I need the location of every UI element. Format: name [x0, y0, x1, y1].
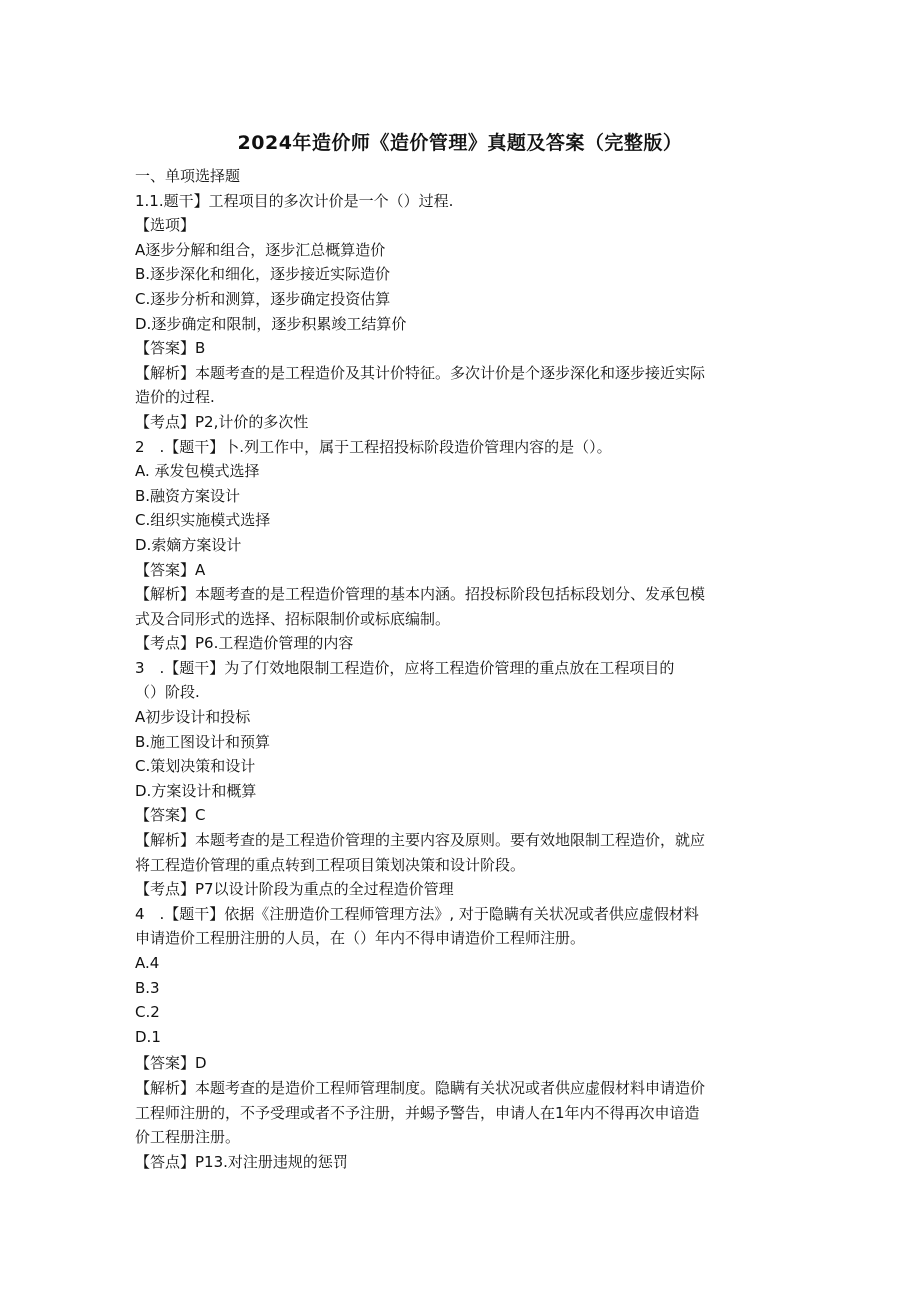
q2-option-b: B.融资方案设计 — [135, 486, 241, 505]
q4-key-point: 【答点】P13.对注册违规的惩罚 — [135, 1152, 348, 1171]
q4-answer: 【答案】D — [135, 1054, 207, 1073]
q1-analysis-line-2: 造价的过程. — [135, 388, 215, 407]
q2-analysis-line-2: 式及合同形式的选择、招标限制价或标底编制。 — [135, 609, 451, 628]
q1-key-point: 【考点】P2,计价的多次性 — [135, 412, 309, 431]
document-title: 2024年造价师《造价管理》真题及答案（完整版） — [237, 132, 683, 154]
q1-option-d: D.逐步确定和限制，逐步积累竣工结算价 — [135, 314, 407, 333]
q3-analysis-line-1: 【解析】本题考查的是工程造价管理的主要内容及原则。要有效地限制工程造价，就应 — [135, 831, 706, 850]
q4-analysis-line-2: 工程师注册的，不予受理或者不予注册，并蜴予警告，申请人在1年内不得再次申谙造 — [135, 1103, 700, 1122]
q1-analysis-line-1: 【解析】本题考查的是工程造价及其计价特征。多次计价是个逐步深化和逐步接近实际 — [135, 363, 706, 382]
q2-option-c: C.组织实施模式选择 — [135, 511, 271, 530]
q3-answer: 【答案】C — [135, 806, 206, 825]
q4-analysis-line-1: 【解析】本题考查的是造价工程师管理制度。隐瞒有关状况或者供应虚假材料申请造价 — [135, 1078, 706, 1097]
q3-stem-line-1: 3 .【题干】为了仃效地限制工程造价，应将工程造价管理的重点放在工程项目的 — [135, 658, 675, 677]
q3-key-point: 【考点】P7以设计阶段为重点的全过程造价管理 — [135, 880, 454, 899]
q2-option-d: D.索嫡方案设计 — [135, 535, 242, 554]
q4-analysis-line-3: 价工程册注册。 — [135, 1128, 241, 1147]
q1-option-c: C.逐步分析和测算，逐步确定投资估算 — [135, 289, 391, 308]
q4-option-c: C.2 — [135, 1003, 160, 1022]
q4-stem-line-1: 4 .【题干】依据《注册造价工程师管理方法》, 对于隐瞒有关状况或者供应虚假材料 — [135, 904, 699, 923]
q2-key-point: 【考点】P6.工程造价管理的内容 — [135, 634, 354, 653]
q3-option-a: A初步设计和投标 — [135, 708, 251, 727]
q3-analysis-line-2: 将工程造价管理的重点转到工程项目策划决策和设计阶段。 — [135, 855, 526, 874]
q3-stem-line-2: （）阶段. — [135, 683, 200, 702]
q1-options-label: 【选项】 — [135, 216, 196, 235]
q1-option-b: B.逐步深化和细化，逐步接近实际造价 — [135, 265, 391, 284]
q3-option-d: D.方案设计和概算 — [135, 781, 257, 800]
q2-answer: 【答案】A — [135, 560, 206, 579]
q4-stem-line-2: 申请造价工程册注册的人员，在（）年内不得申请造价工程师注册。 — [135, 929, 586, 948]
q4-option-b: B.3 — [135, 978, 160, 997]
q1-stem: 1.1.题干】工程项目的多次计价是一个（）过程. — [135, 191, 454, 210]
q2-stem: 2 .【题干】卜.列工作中，属于工程招投标阶段造价管理内容的是（）。 — [135, 437, 612, 456]
q4-option-d: D.1 — [135, 1027, 161, 1046]
q2-option-a: A. 承发包模式选择 — [135, 462, 260, 481]
q3-option-b: B.施工图设计和预算 — [135, 732, 271, 751]
q3-option-c: C.策划决策和设计 — [135, 757, 256, 776]
document-body — [135, 164, 785, 1174]
q1-option-a: A逐步分解和组合，逐步汇总概算造价 — [135, 240, 386, 259]
q1-answer: 【答案】B — [135, 339, 206, 358]
q4-option-a: A.4 — [135, 954, 160, 972]
section-heading: 一、单项选择题 — [135, 167, 241, 185]
q2-analysis-line-1: 【解析】本题考查的是工程造价管理的基本内涵。招投标阶段包括标段划分、发承包模 — [135, 585, 706, 604]
